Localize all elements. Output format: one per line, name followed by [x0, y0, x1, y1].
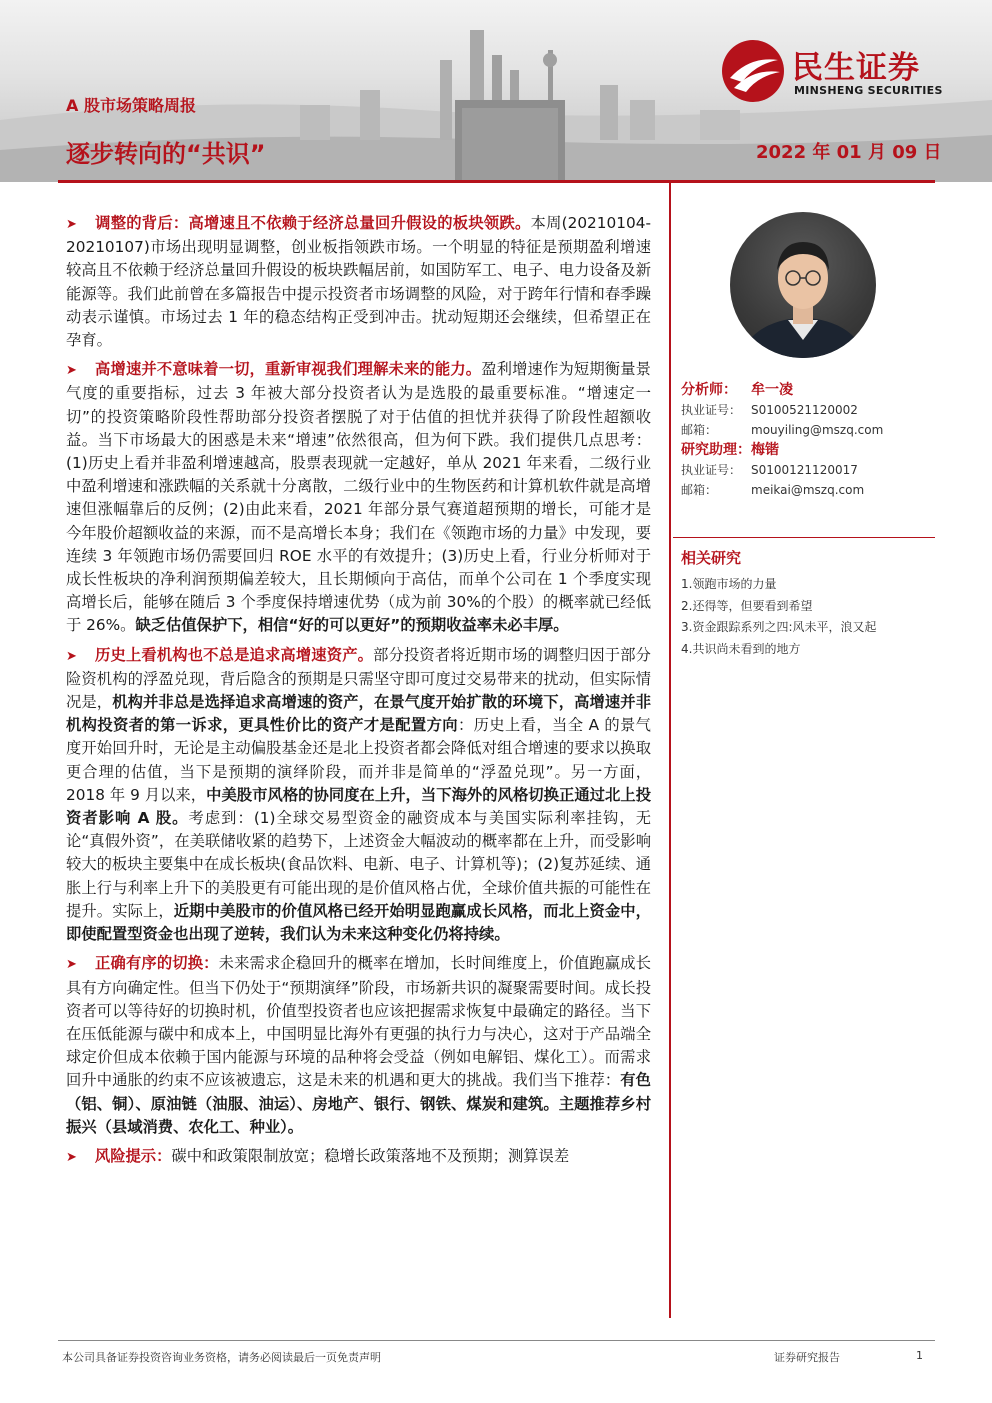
logo-chinese-text: 民生证券 — [792, 50, 920, 86]
paragraph-3 — [66, 644, 651, 947]
paragraph-4 — [66, 952, 651, 1139]
paragraph-body: ：历史上看，当全 A 的景气度开始回升时，无论是主动偏股基金还是北上投资者都会降低对组合增速的要求以换取更合理的估值，当下是预期的演绎阶段，而并非是简单的“浮盈兑现”。另一方面，2018 年 9 月以来， — [66, 716, 651, 804]
paragraph-lead: 历史上看机构也不总是追求高增速资产。 — [94, 645, 374, 664]
footer-divider — [58, 1340, 935, 1341]
analyst-email-row — [681, 420, 931, 440]
assistant-role-row — [681, 440, 931, 460]
related-research-list — [681, 574, 931, 660]
paragraph-bold-tail: 缺乏估值保护下，相信“好的可以更好”的预期收益率未必丰厚。 — [135, 616, 569, 635]
bullet-arrow-icon: ➤ — [66, 363, 77, 379]
assistant-role: 研究助理： — [681, 442, 751, 458]
report-type: A 股市场策略周报 — [66, 96, 196, 115]
report-date: 2022 年 01 月 09 日 — [756, 142, 942, 163]
paragraph-2 — [66, 358, 651, 637]
cert-label: 执业证号： — [681, 463, 742, 477]
footer-doc-type: 证券研究报告 — [774, 1351, 840, 1364]
assistant-cert: S0100121120017 — [751, 463, 858, 477]
paragraph-5 — [66, 1145, 651, 1169]
paragraph-bold: 机构并非总是选择追求高增速的资产，在景气度开始扩散的环境下，高增速并非机构投资者的第一诉求，更具性价比的资产才是配置方向 — [66, 693, 651, 735]
bullet-arrow-icon: ➤ — [66, 217, 77, 232]
analyst-role-row — [681, 380, 931, 400]
minsheng-logo-icon — [720, 38, 786, 104]
assistant-cert-row — [681, 460, 931, 480]
bullet-arrow-icon: ➤ — [66, 648, 77, 664]
analyst-info — [681, 380, 931, 500]
header-divider — [58, 180, 935, 183]
paragraph-lead: 正确有序的切换： — [94, 954, 219, 973]
paragraph-bold: 近期中美股市的价值风格已经开始明显跑赢成长风格，而北上资金中，即使配置型资金也出现了逆转，我们认为未来这种变化仍将持续。 — [66, 901, 651, 944]
analyst-cert-row — [681, 400, 931, 420]
paragraph-lead: 高增速并不意味着一切，重新审视我们理解未来的能力。 — [94, 360, 482, 379]
assistant-email-row — [681, 480, 931, 500]
report-title: 逐步转向的“共识” — [66, 140, 266, 168]
paragraph-bold-tail: 有色（铝、铜）、原油链（油服、油运）、房地产、银行、钢铁、煤炭和建筑。主题推荐乡村振兴（县域消费、农化工、种业）。 — [66, 1071, 651, 1136]
logo-english-text: MINSHENG SECURITIES — [794, 84, 943, 97]
analyst-cert: S0100521120002 — [751, 403, 858, 417]
paragraph-bold: 中美股市风格的协同度在上升，当下海外的风格切换正通过北上投资者影响 A 股。 — [66, 785, 651, 828]
paragraph-body: 未来需求企稳回升的概率在增加，长时间维度上，价值跑赢成长具有方向确定性。但当下仍处于“预期演绎”阶段，市场新共识的凝聚需要时间。成长投资者可以等待好的切换时机，价值型投资者也应该把握需求恢复中最确定的路径。当下在压低能源与碳中和成本上，中国明显比海外有更强的执行力与决心，这对于产品端全球定价但成本依赖于国内能源与环境的品种将会受益（例如电解铝、煤化工）。而需求回升中通胀的约束不应该被遗忘，这是未来的机遇和更大的挑战。我们当下推荐： — [66, 954, 651, 1090]
minsheng-logo — [720, 38, 970, 108]
analyst-avatar — [730, 212, 876, 358]
paragraph-body: 碳中和政策限制放宽；稳增长政策落地不及预期；测算误差 — [171, 1146, 570, 1165]
paragraph-body: 考虑到：(1)全球交易型资金的融资成本与美国实际利率挂钩，无论“真假外资”，在美联储收紧的趋势下，上述资金大幅波动的概率都在上升，而受影响较大的板块主要集中在成长板块(食品饮料、电新、电子、计算机等)；(2)复苏延续、通胀上行与利率上升下的美股更有可能出现的是价值风格占优，全球价值共振的可能性在提升。实际上， — [66, 809, 651, 920]
analyst-name: 牟一凌 — [751, 382, 793, 398]
paragraph-lead: 风险提示： — [94, 1146, 172, 1165]
assistant-email-link[interactable]: meikai@mszq.com — [751, 483, 865, 497]
paragraph-lead: 调整的背后：高增速且不依赖于经济总量回升假设的板块领跌。 — [94, 214, 531, 232]
related-research-item[interactable]: 3.资金跟踪系列之四:风未平，浪又起 — [681, 620, 877, 634]
email-label: 邮箱： — [681, 423, 718, 437]
related-research-title: 相关研究 — [681, 549, 742, 567]
bullet-arrow-icon: ➤ — [66, 957, 77, 973]
analyst-email-link[interactable]: mouyiling@mszq.com — [751, 423, 884, 437]
related-research-item[interactable]: 1.领跑市场的力量 — [681, 577, 777, 591]
related-research-item[interactable]: 2.还得等，但要看到希望 — [681, 598, 813, 613]
analyst-role: 分析师： — [681, 382, 737, 398]
email-label: 邮箱： — [681, 483, 718, 497]
cert-label: 执业证号： — [681, 403, 742, 417]
column-divider — [669, 183, 671, 1318]
page-number: 1 — [916, 1349, 923, 1362]
footer-disclaimer: 本公司具备证券投资咨询业务资格，请务必阅读最后一页免责声明 — [62, 1351, 381, 1364]
main-content — [66, 212, 651, 1175]
bullet-arrow-icon: ➤ — [66, 1149, 77, 1165]
paragraph-1 — [66, 212, 651, 352]
paragraph-body: 盈利增速作为短期衡量景气度的重要指标，过去 3 年被大部分投资者认为是选股的最重要标准。“增速定一切”的投资策略阶段性帮助部分投资者摆脱了对于估值的担忧并获得了阶段性超额收益。当下市场最大的困惑是未来“增速”依然很高，但为何下跌。我们提供几点思考：(1)历史上看并非盈利增速越高，股票表现就一定越好，单从 2021 年来看，二级行业中盈利增速和涨跌幅的关系就十分离散，二级行业中的生物医药和计算机软件就是高增速但涨幅靠后的反例；(2)由此来看，2021 年部分景气赛道超预期的增长，可能才是今年股价超额收益的来源，而不是高增长本身；我们在《领跑市场的力量》中发现，要连续 3 年领跑市场仍需要回归 ROE 水平的有效提升；(3)历史上看，行业分析师对于成长性板块的净利润预期偏差较大，且长期倾向于高估，而单个公司在 1 个季度实现高增长后，能够在随后 3 个季度保持增速优势（成为前 30%的个股）的概率就已经低于 26%。 — [66, 360, 651, 635]
assistant-name: 梅锴 — [751, 442, 779, 458]
header-banner — [0, 0, 992, 182]
sidebar-divider — [673, 537, 935, 538]
related-research-item[interactable]: 4.共识尚未看到的地方 — [681, 641, 801, 656]
paragraph-body: 本周(20210104-20210107)市场出现明显调整，创业板指领跌市场。一个明显的特征是预期盈利增速较高且不依赖于经济总量回升假设的板块跌幅居前，如国防军工、电子、电力设备及新能源等。我们此前曾在多篇报告中提示投资者市场调整的风险，对于跨年行情和春季躁动表示谨慎。市场过去 1 年的稳态结构正受到冲击。扰动短期还会继续，但希望正在孕育。 — [66, 214, 651, 350]
paragraph-body: 部分投资者将近期市场的调整归因于部分险资机构的浮盈兑现，背后隐含的预期是只需坚守即可度过交易带来的扰动，但实际情况是， — [66, 645, 651, 712]
